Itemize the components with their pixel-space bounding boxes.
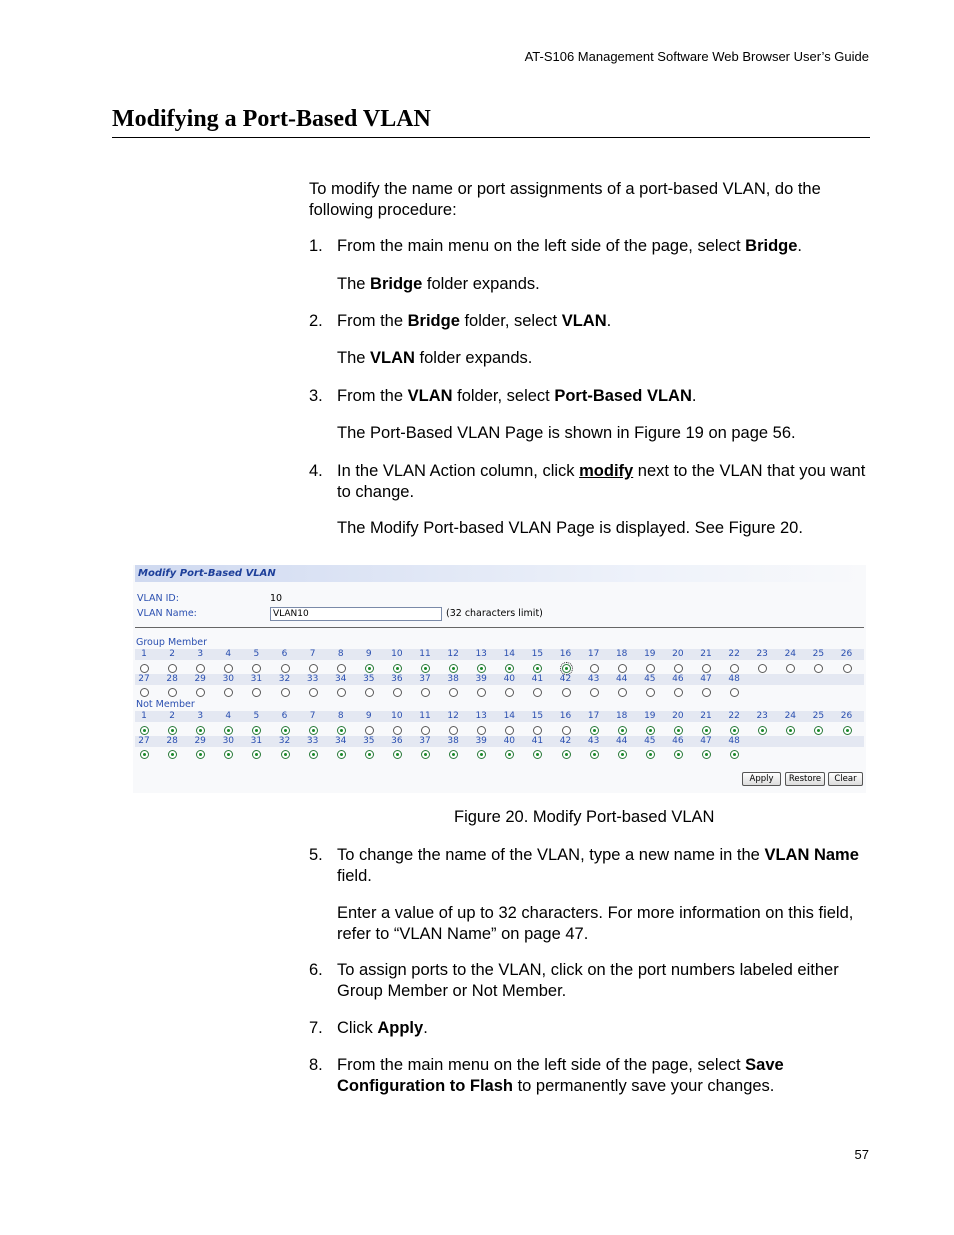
group-port-2-radio[interactable] [168,664,177,673]
port-number-label: 26 [840,711,853,721]
not-member-port-14-radio[interactable] [505,726,514,735]
group-port-26-radio[interactable] [843,664,852,673]
not-member-port-5-radio[interactable] [252,726,261,735]
port-number-label: 21 [700,711,712,721]
vlan-id-value: 10 [270,593,283,604]
ui-term: Bridge [745,237,798,255]
group-port-44-radio[interactable] [618,688,627,697]
step-2: 2. From the Bridge folder, select VLAN. [309,312,612,330]
port-number-label: 23 [756,711,768,721]
group-port-33-radio[interactable] [309,688,318,697]
not-member-port-35-radio[interactable] [365,750,374,759]
step-1 [309,236,869,257]
port-number-label: 8 [337,649,344,659]
group-port-5-radio[interactable] [252,664,261,673]
not-member-port-34-radio[interactable] [337,750,346,759]
not-member-port-8-radio[interactable] [337,726,346,735]
port-number-label: 42 [559,736,572,746]
port-number-label: 27 [138,736,150,746]
vlan-name-label: VLAN Name: [137,608,197,619]
step-text: From the main menu on the left side of the page, select [337,237,746,255]
group-port-14-radio[interactable] [505,664,514,673]
port-number-label: 31 [250,674,263,684]
not-member-port-11-radio[interactable] [421,726,430,735]
port-number-label: 37 [419,736,431,746]
port-number-label: 45 [644,736,656,746]
not-member-port-4-radio[interactable] [224,726,233,735]
port-number-label: 13 [475,649,487,659]
group-port-24-radio[interactable] [786,664,795,673]
group-port-32-radio[interactable] [281,688,290,697]
vlan-id-label: VLAN ID: [137,593,179,604]
group-port-29-radio[interactable] [196,688,205,697]
group-port-28-radio[interactable] [168,688,177,697]
step-number: 4. [309,462,323,480]
port-number-label: 17 [587,711,600,721]
port-number-label: 3 [197,649,204,659]
clear-button[interactable]: Clear [828,772,863,786]
port-number-label: 28 [166,736,178,746]
group-port-38-radio[interactable] [449,688,458,697]
port-number-label: 47 [700,736,712,746]
port-number-label: 21 [700,649,712,659]
port-number-label: 10 [391,649,403,659]
group-port-41-radio[interactable] [533,688,542,697]
not-member-port-30-radio[interactable] [224,750,233,759]
port-number-label: 7 [309,649,316,659]
group-port-17-radio[interactable] [590,664,599,673]
running-head: AT-S106 Management Software Web Browser User’s Guide [524,49,869,64]
port-number-label: 48 [728,736,740,746]
port-number-label: 15 [531,649,544,659]
group-port-25-radio[interactable] [814,664,823,673]
not-member-port-6-radio[interactable] [281,726,290,735]
step-number: 1. [309,237,323,255]
port-number-label: 36 [391,736,403,746]
port-number-label: 46 [672,674,684,684]
step-number: 7. [309,1019,323,1037]
not-member-port-48-radio[interactable] [730,750,739,759]
page-number: 57 [854,1147,869,1162]
not-member-port-12-radio[interactable] [449,726,458,735]
step-2-note: The VLAN folder expands. [337,349,533,367]
group-port-9-radio[interactable] [365,664,374,673]
group-port-34-radio[interactable] [337,688,346,697]
port-number-label: 20 [672,711,684,721]
group-port-35-radio[interactable] [365,688,374,697]
group-port-47-radio[interactable] [702,688,711,697]
modify-port-vlan-screenshot [133,565,866,793]
port-number-label: 26 [840,649,853,659]
port-number-label: 18 [615,711,628,721]
port-number-label: 1 [141,649,147,659]
group-port-40-radio[interactable] [505,688,514,697]
not-member-port-15-radio[interactable] [533,726,542,735]
divider [135,627,864,628]
port-number-label: 46 [672,736,684,746]
not-member-port-36-radio[interactable] [393,750,402,759]
port-number-label: 6 [281,711,288,721]
step-1-note: The Bridge folder expands. [337,275,540,293]
not-member-port-41-radio[interactable] [533,750,542,759]
not-member-port-25-radio[interactable] [814,726,823,735]
port-number-label: 19 [644,711,656,721]
not-member-port-33-radio[interactable] [309,750,318,759]
group-port-4-radio[interactable] [224,664,233,673]
not-member-port-38-radio[interactable] [449,750,458,759]
step-number: 5. [309,846,323,864]
not-member-port-32-radio[interactable] [281,750,290,759]
step-number: 6. [309,961,323,979]
port-number-label: 30 [222,736,235,746]
port-number-label: 41 [531,736,544,746]
port-number-label: 39 [475,674,487,684]
port-number-label: 34 [334,674,347,684]
group-port-19-radio[interactable] [646,664,655,673]
group-port-45-radio[interactable] [646,688,655,697]
group-port-48-radio[interactable] [730,688,739,697]
not-member-port-28-radio[interactable] [168,750,177,759]
group-port-36-radio[interactable] [393,688,402,697]
group-port-21-radio[interactable] [702,664,711,673]
port-number-label: 9 [365,649,372,659]
port-number-label: 1 [141,711,147,721]
not-member-port-16-radio[interactable] [562,726,571,735]
port-number-label: 42 [559,674,572,684]
group-port-10-radio[interactable] [393,664,402,673]
port-number-label: 4 [225,649,232,659]
group-port-22-radio[interactable] [730,664,739,673]
modify-link-reference: modify [579,462,634,480]
port-number-label: 44 [615,674,628,684]
group-port-30-radio[interactable] [224,688,233,697]
panel-title: Modify Port-Based VLAN [135,565,864,582]
group-port-39-radio[interactable] [477,688,486,697]
group-port-13-radio[interactable] [477,664,486,673]
not-member-port-13-radio[interactable] [477,726,486,735]
step-number: 8. [309,1056,323,1074]
port-number-label: 22 [728,711,740,721]
not-member-port-46-radio[interactable] [674,750,683,759]
not-member-port-31-radio[interactable] [252,750,261,759]
group-port-7-radio[interactable] [309,664,318,673]
group-port-42-radio[interactable] [562,688,571,697]
intro-paragraph: To modify the name or port assignments of a port-based VLAN, do the following procedure: [309,180,821,219]
port-number-label: 24 [784,711,797,721]
port-number-label: 27 [138,674,150,684]
step-7: 7. Click Apply. [309,1019,428,1037]
port-number-label: 32 [278,736,291,746]
group-port-18-radio[interactable] [618,664,627,673]
port-number-label: 16 [559,711,572,721]
port-number-label: 17 [587,649,600,659]
group-port-23-radio[interactable] [758,664,767,673]
port-number-label: 22 [728,649,740,659]
port-number-label: 43 [587,736,600,746]
section-title: Modifying a Port-Based VLAN [112,106,870,138]
port-number-label: 19 [644,649,656,659]
step-3-note: The Port-Based VLAN Page is shown in Figure 19 on page 56. [337,424,796,442]
step-6: 6. To assign ports to the VLAN, click on the port numbers labeled either Group Member or Not Member. [309,961,839,1000]
group-port-15-radio[interactable] [533,664,542,673]
not-member-port-21-radio[interactable] [702,726,711,735]
port-number-label: 36 [391,674,403,684]
port-number-label: 20 [672,649,684,659]
port-number-label: 4 [225,711,232,721]
not-member-port-37-radio[interactable] [421,750,430,759]
port-number-label: 7 [309,711,316,721]
not-member-port-17-radio[interactable] [590,726,599,735]
port-number-label: 43 [587,674,600,684]
not-member-port-10-radio[interactable] [393,726,402,735]
group-port-3-radio[interactable] [196,664,205,673]
not-member-label: Not Member [136,699,195,710]
port-number-label: 29 [194,674,206,684]
port-number-label: 6 [281,649,288,659]
group-port-8-radio[interactable] [337,664,346,673]
step-4: 4. In the VLAN Action column, click modify next to the VLAN that you want to change. [309,462,866,501]
port-number-label: 48 [728,674,740,684]
group-member-label: Group Member [136,637,208,648]
port-number-label: 35 [363,736,375,746]
port-number-label: 13 [475,711,487,721]
group-port-16-radio[interactable] [562,664,571,673]
port-number-label: 33 [306,736,319,746]
not-member-port-40-radio[interactable] [505,750,514,759]
port-number-label: 40 [503,736,516,746]
step-8: 8. From the main menu on the left side of the page, select Save Configuration to Flash to permanently save your changes. [309,1056,784,1095]
port-number-label: 24 [784,649,797,659]
port-number-label: 25 [812,711,825,721]
port-number-label: 25 [812,649,825,659]
port-number-label: 31 [250,736,263,746]
port-number-label: 40 [503,674,516,684]
not-member-port-1-radio[interactable] [140,726,149,735]
port-number-label: 5 [253,649,260,659]
not-member-port-42-radio[interactable] [562,750,571,759]
port-number-label: 11 [419,649,431,659]
port-number-label: 38 [447,736,459,746]
not-member-port-44-radio[interactable] [618,750,627,759]
not-member-port-3-radio[interactable] [196,726,205,735]
port-number-label: 37 [419,674,431,684]
not-member-port-22-radio[interactable] [730,726,739,735]
group-port-43-radio[interactable] [590,688,599,697]
not-member-port-24-radio[interactable] [786,726,795,735]
port-number-label: 47 [700,674,712,684]
group-port-46-radio[interactable] [674,688,683,697]
step-3: 3. From the VLAN folder, select Port-Based VLAN. [309,387,697,405]
not-member-port-29-radio[interactable] [196,750,205,759]
group-port-27-radio[interactable] [140,688,149,697]
not-member-port-2-radio[interactable] [168,726,177,735]
port-number-label: 23 [756,649,768,659]
port-number-label: 38 [447,674,459,684]
step-number: 2. [309,312,323,330]
figure-caption: Figure 20. Modify Port-based VLAN [454,808,715,826]
port-number-label: 30 [222,674,235,684]
group-port-11-radio[interactable] [421,664,430,673]
group-port-12-radio[interactable] [449,664,458,673]
not-member-port-47-radio[interactable] [702,750,711,759]
step-text: . [797,237,803,255]
port-number-label: 12 [447,711,459,721]
port-number-label: 28 [166,674,178,684]
step-4-note: The Modify Port-based VLAN Page is displayed. See Figure 20. [337,519,803,537]
vlan-name-input[interactable] [270,607,442,621]
port-number-label: 14 [503,649,516,659]
not-member-port-7-radio[interactable] [309,726,318,735]
port-number-label: 2 [169,711,175,721]
not-member-port-19-radio[interactable] [646,726,655,735]
port-number-label: 14 [503,711,516,721]
step-number: 3. [309,387,323,405]
group-port-37-radio[interactable] [421,688,430,697]
group-port-31-radio[interactable] [252,688,261,697]
port-number-label: 3 [197,711,204,721]
group-port-6-radio[interactable] [281,664,290,673]
port-number-label: 41 [531,674,544,684]
port-number-label: 8 [337,711,344,721]
port-number-label: 44 [615,736,628,746]
port-number-label: 32 [278,674,291,684]
port-number-label: 5 [253,711,260,721]
group-port-20-radio[interactable] [674,664,683,673]
port-number-label: 9 [365,711,372,721]
not-member-port-9-radio[interactable] [365,726,374,735]
port-number-label: 18 [615,649,628,659]
port-number-label: 15 [531,711,544,721]
port-number-label: 35 [363,674,375,684]
step-5-note: Enter a value of up to 32 characters. For more information on this field, refer to “VLAN Name” on page 47. [337,904,854,943]
port-number-label: 29 [194,736,206,746]
step-5: 5. To change the name of the VLAN, type a new name in the VLAN Name field. [309,846,859,885]
port-number-label: 39 [475,736,487,746]
port-number-label: 33 [306,674,319,684]
port-number-label: 10 [391,711,403,721]
not-member-port-43-radio[interactable] [590,750,599,759]
vlan-name-hint: (32 characters limit) [446,608,543,619]
not-member-port-20-radio[interactable] [674,726,683,735]
port-number-label: 12 [447,649,459,659]
not-member-port-39-radio[interactable] [477,750,486,759]
apply-button[interactable]: Apply [742,772,781,786]
restore-button[interactable]: Restore [785,772,825,786]
not-member-port-45-radio[interactable] [646,750,655,759]
group-port-1-radio[interactable] [140,664,149,673]
not-member-port-23-radio[interactable] [758,726,767,735]
port-number-label: 16 [559,649,572,659]
port-number-label: 45 [644,674,656,684]
port-number-label: 2 [169,649,175,659]
not-member-port-18-radio[interactable] [618,726,627,735]
not-member-port-27-radio[interactable] [140,750,149,759]
port-number-label: 11 [419,711,431,721]
port-number-label: 34 [334,736,347,746]
not-member-port-26-radio[interactable] [843,726,852,735]
